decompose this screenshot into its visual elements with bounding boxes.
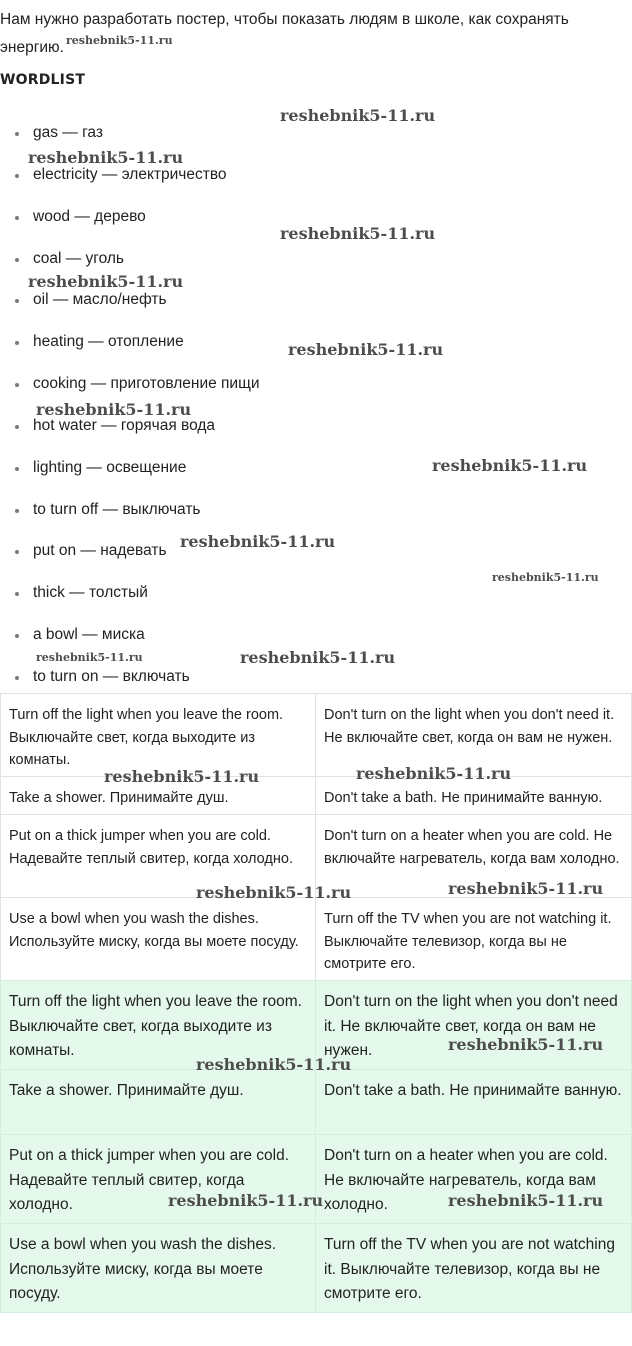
table-cell: Don't turn on a heater when you are cold. Не включайте нагреватель, когда вам холодно.: [316, 815, 632, 898]
bullet-icon: [15, 634, 19, 638]
table-cell: Take a shower. Принимайте душ.: [1, 777, 316, 815]
intro-text: Нам нужно разработать постер, чтобы показать людям в школе, как сохранять энергию.: [0, 11, 569, 56]
table-cell: Don't turn on the light when you don't need it. Не включайте свет, когда он вам не нужен.: [316, 981, 632, 1070]
watermark: reshebnik5-11.ru: [448, 1035, 604, 1054]
answer-table: [0, 980, 632, 1313]
table-cell: Don't turn on the light when you don't need it. Не включайте свет, когда он вам не нужен.: [316, 694, 632, 777]
bullet-icon: [15, 341, 19, 345]
bullet-icon: [15, 299, 19, 303]
bullet-icon: [15, 592, 19, 596]
table-row: [1, 1070, 632, 1135]
table-cell: Turn off the light when you leave the room. Выключайте свет, когда выходите из комнаты.: [1, 694, 316, 777]
bullet-icon: [15, 425, 19, 429]
watermark: reshebnik5-11.ru: [104, 767, 260, 786]
table-cell: Turn off the light when you leave the room. Выключайте свет, когда выходите из комнаты.: [1, 981, 316, 1070]
bullet-icon: [15, 676, 19, 680]
watermark: reshebnik5-11.ru: [280, 224, 436, 243]
watermark: reshebnik5-11.ru: [356, 764, 512, 783]
watermark: reshebnik5-11.ru: [196, 883, 352, 902]
watermark: reshebnik5-11.ru: [240, 648, 396, 667]
bullet-icon: [15, 216, 19, 220]
table-cell: Turn off the TV when you are not watching it. Выключайте телевизор, когда вы не смотрите его.: [316, 898, 632, 981]
watermark: reshebnik5-11.ru: [280, 106, 436, 125]
table-cell: Put on a thick jumper when you are cold. Надевайте теплый свитер, когда холодно.: [1, 815, 316, 898]
table-cell: Don't turn on a heater when you are cold. Не включайте нагреватель, когда вам холодно.: [316, 1135, 632, 1224]
watermark: reshebnik5-11.ru: [168, 1191, 324, 1210]
bullet-icon: [15, 132, 19, 136]
table-cell: Take a shower. Принимайте душ.: [1, 1070, 316, 1135]
table-row: [1, 777, 632, 815]
watermark: reshebnik5-11.ru: [36, 400, 192, 419]
task-table: [0, 693, 632, 981]
table-row: [1, 1224, 632, 1313]
bullet-icon: [15, 258, 19, 262]
bullet-icon: [15, 383, 19, 387]
watermark: reshebnik5-11.ru: [28, 148, 184, 167]
table-row: [1, 694, 632, 777]
table-cell: Use a bowl when you wash the dishes. Используйте миску, когда вы моете посуду.: [1, 1224, 316, 1313]
table-cell: Don't take a bath. Не принимайте ванную.: [316, 777, 632, 815]
watermark: reshebnik5-11.ru: [448, 879, 604, 898]
bullet-icon: [15, 509, 19, 513]
watermark: reshebnik5-11.ru: [65, 34, 173, 47]
watermark: reshebnik5-11.ru: [448, 1191, 604, 1210]
watermark: reshebnik5-11.ru: [288, 340, 444, 359]
table-row: [1, 1135, 632, 1224]
table-cell: Turn off the TV when you are not watching it. Выключайте телевизор, когда вы не смотрите его.: [316, 1224, 632, 1313]
bullet-icon: [15, 467, 19, 471]
watermark: reshebnik5-11.ru: [196, 1055, 352, 1074]
table-cell: Don't take a bath. Не принимайте ванную.: [316, 1070, 632, 1135]
table-cell: Use a bowl when you wash the dishes. Используйте миску, когда вы моете посуду.: [1, 898, 316, 981]
watermark: reshebnik5-11.ru: [492, 571, 599, 584]
wordlist-heading: WORDLIST: [0, 72, 86, 88]
intro-paragraph: [0, 6, 628, 63]
watermark: reshebnik5-11.ru: [36, 651, 143, 664]
bullet-icon: [15, 550, 19, 554]
watermark: reshebnik5-11.ru: [28, 272, 184, 291]
table-cell: Put on a thick jumper when you are cold. Надевайте теплый свитер, когда холодно.: [1, 1135, 316, 1224]
table-row: [1, 898, 632, 981]
watermark: reshebnik5-11.ru: [432, 456, 588, 475]
bullet-icon: [15, 174, 19, 178]
watermark: reshebnik5-11.ru: [180, 532, 336, 551]
